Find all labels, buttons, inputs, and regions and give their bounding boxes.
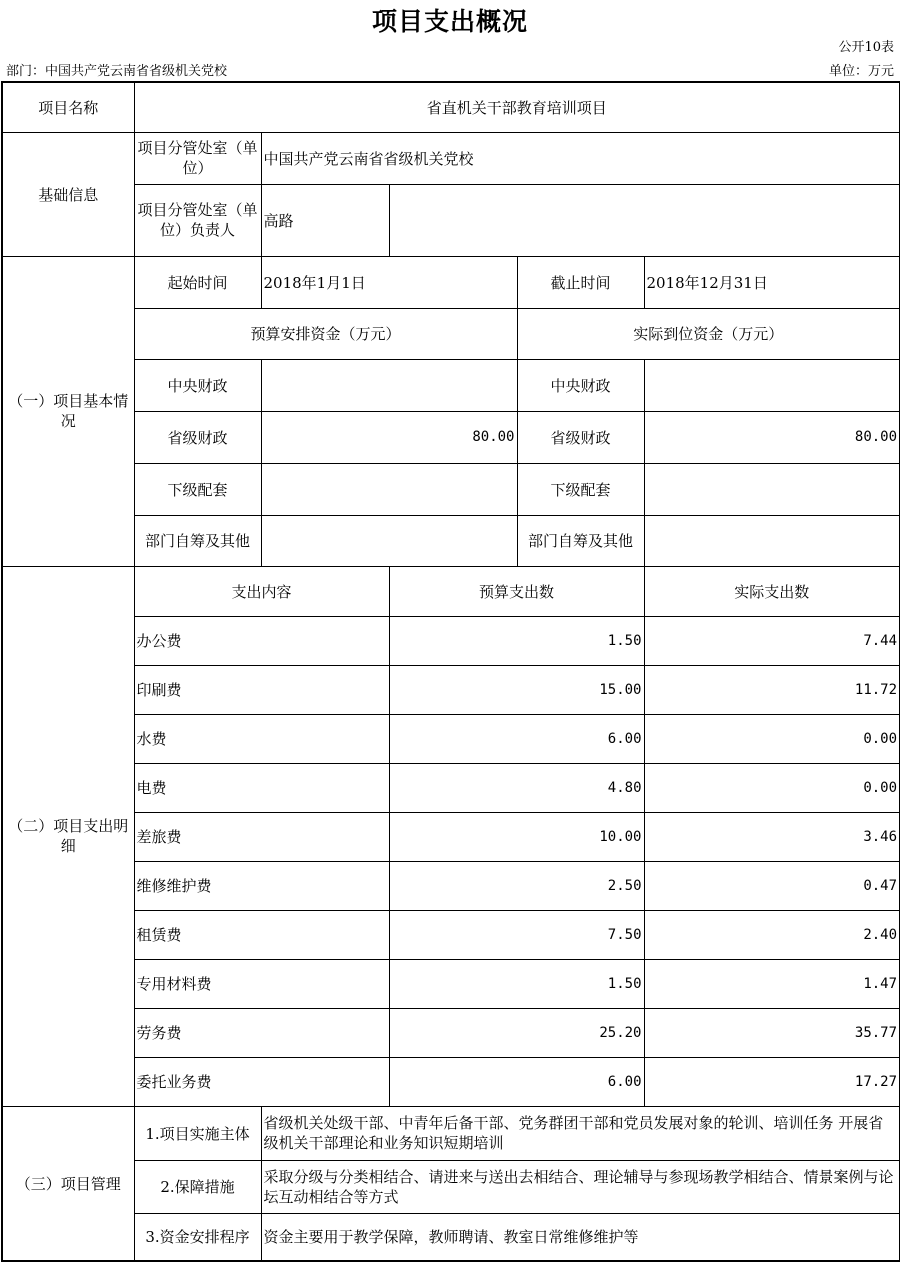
expense-header-row [2,566,900,616]
dept-label: 项目分管处室（单位） [134,132,261,184]
project-name-value: 省直机关干部教育培训项目 [134,82,900,132]
management-text: 采取分级与分类相结合、请进来与送出去相结合、理论辅导与参现场教学相结合、情景案例与论坛互动相结合等方式 [261,1160,900,1213]
expense-row [2,910,900,959]
expense-actual: 7.44 [644,616,900,665]
expense-name: 劳务费 [134,1008,389,1057]
basic-info-dept-row [2,132,900,184]
funds-row [2,411,900,463]
expense-row [2,763,900,812]
section2-label: （二）项目支出明细 [2,566,134,1106]
management-label: 3.资金安排程序 [134,1213,261,1261]
unit-label: 单位：万元 [828,64,894,79]
management-row [2,1213,900,1261]
expense-budget: 2.50 [389,861,644,910]
management-label: 1.项目实施主体 [134,1106,261,1160]
expense-budget: 1.50 [389,959,644,1008]
funds-actual-label: 省级财政 [517,411,644,463]
page-title: 项目支出概况 [371,7,528,36]
expense-row [2,616,900,665]
budget-funds-header: 预算安排资金（万元） [134,308,517,359]
funds-label: 省级财政 [134,411,261,463]
funds-row [2,463,900,515]
expense-actual: 17.27 [644,1057,900,1106]
public-table-number: 公开10表 [838,40,894,55]
management-text: 省级机关处级干部、中青年后备干部、党务群团干部和党员发展对象的轮训、培训任务 开展省级机关干部理论和业务知识短期培训 [261,1106,900,1160]
expense-row [2,812,900,861]
funds-actual-label: 中央财政 [517,359,644,411]
funds-budget-value [261,515,517,566]
expense-budget-header: 预算支出数 [389,566,644,616]
dept-value: 中国共产党云南省省级机关党校 [261,132,900,184]
funds-actual-value [644,515,900,566]
expense-name: 差旅费 [134,812,389,861]
head-value: 高路 [261,184,389,256]
expense-actual: 0.00 [644,763,900,812]
expense-row [2,861,900,910]
expense-budget: 15.00 [389,665,644,714]
expense-name: 电费 [134,763,389,812]
expense-budget: 6.00 [389,714,644,763]
basic-info-label: 基础信息 [2,132,134,256]
start-time-label: 起始时间 [134,256,261,308]
funds-row [2,515,900,566]
section3-label: （三）项目管理 [2,1106,134,1261]
project-name-row [2,82,900,132]
expense-budget: 1.50 [389,616,644,665]
project-expenditure-table [1,81,900,1262]
end-time-value: 2018年12月31日 [644,256,900,308]
expense-budget: 6.00 [389,1057,644,1106]
expense-actual: 3.46 [644,812,900,861]
expense-name: 维修维护费 [134,861,389,910]
funds-actual-label: 下级配套 [517,463,644,515]
expense-budget: 25.20 [389,1008,644,1057]
expense-row [2,1057,900,1106]
expense-actual: 1.47 [644,959,900,1008]
basic-info-head-row [2,184,900,256]
management-text: 资金主要用于教学保障，教师聘请、教室日常维修维护等 [261,1213,900,1261]
funds-actual-value [644,359,900,411]
expense-name: 办公费 [134,616,389,665]
management-row [2,1106,900,1160]
start-time-value: 2018年1月1日 [261,256,517,308]
department-label: 部门：中国共产党云南省省级机关党校 [6,64,228,79]
management-label: 2.保障措施 [134,1160,261,1213]
head-empty-cell [389,184,900,256]
time-row [2,256,900,308]
funds-label: 部门自筹及其他 [134,515,261,566]
expense-name: 水费 [134,714,389,763]
expense-name: 租赁费 [134,910,389,959]
funds-budget-value [261,359,517,411]
expense-actual: 0.00 [644,714,900,763]
expense-row [2,714,900,763]
expense-name: 印刷费 [134,665,389,714]
funds-row [2,359,900,411]
actual-funds-header: 实际到位资金（万元） [517,308,900,359]
end-time-label: 截止时间 [517,256,644,308]
expense-actual: 2.40 [644,910,900,959]
expense-actual: 11.72 [644,665,900,714]
expense-row [2,665,900,714]
head-label: 项目分管处室（单位）负责人 [134,184,261,256]
funds-label: 中央财政 [134,359,261,411]
funds-budget-value [261,463,517,515]
expense-row [2,1008,900,1057]
management-row [2,1160,900,1213]
section1-label: （一）项目基本情况 [2,256,134,566]
expense-actual-header: 实际支出数 [644,566,900,616]
expense-content-header: 支出内容 [134,566,389,616]
project-name-label: 项目名称 [2,82,134,132]
expense-actual: 0.47 [644,861,900,910]
funds-budget-value: 80.00 [261,411,517,463]
funds-actual-value [644,463,900,515]
funds-actual-label: 部门自筹及其他 [517,515,644,566]
expense-actual: 35.77 [644,1008,900,1057]
funds-header-row [2,308,900,359]
expense-budget: 4.80 [389,763,644,812]
expense-budget: 10.00 [389,812,644,861]
funds-label: 下级配套 [134,463,261,515]
expense-row [2,959,900,1008]
expense-name: 专用材料费 [134,959,389,1008]
expense-budget: 7.50 [389,910,644,959]
funds-actual-value: 80.00 [644,411,900,463]
expense-name: 委托业务费 [134,1057,389,1106]
